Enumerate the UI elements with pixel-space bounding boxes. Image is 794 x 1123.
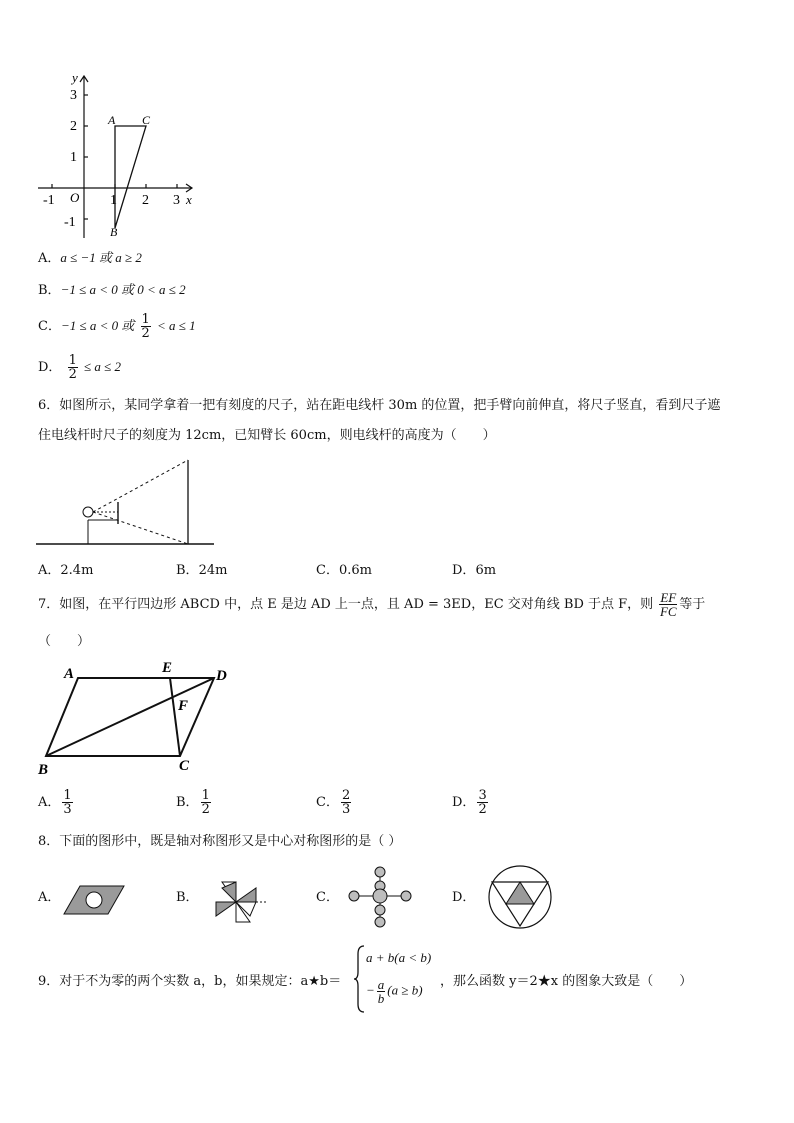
q8-option-d-label[interactable]: D． [452, 890, 476, 905]
q6-option-a[interactable]: A．2.4m [38, 563, 94, 578]
q9-stem-pre: 9．对于不为零的两个实数 a，b，如果规定：a★b＝ [38, 974, 342, 989]
q5-option-a[interactable]: A．a ≤ −1 或 a ≥ 2 [38, 250, 142, 266]
vertex-b-label: B [38, 762, 49, 778]
q7-option-a[interactable]: A． $\frac{1}{3}$ [38, 788, 72, 817]
q5-option-b[interactable]: B．−1 ≤ a < 0 或 0 < a ≤ 2 [38, 282, 186, 298]
piecewise-brace-icon [354, 944, 366, 1014]
fraction: $\frac{1}{2}$ [141, 312, 150, 341]
x-tick-2: 2 [142, 193, 149, 208]
q6-pole-figure [36, 458, 220, 550]
y-tick-1: 1 [70, 150, 77, 165]
x-tick-neg1: -1 [43, 193, 55, 208]
vertex-a-label: A [64, 666, 75, 682]
fraction: $\frac{1}{2}$ [68, 353, 77, 382]
q7-option-d[interactable]: D． $\frac{3}{2}$ [452, 788, 487, 817]
q5-coordinate-graph [34, 70, 204, 240]
circle-triangle-icon [484, 864, 556, 930]
q7-parallelogram-figure [34, 658, 234, 778]
x-axis-label: x [186, 192, 192, 207]
q7-stem-line1: 7．如图，在平行四边形 ABCD 中，点 E 是边 AD 上一点，且 AD = 3ED，EC 交对角线 BD 于点 F，则 $\frac{EF}{FC}$ 等于 [38, 590, 706, 619]
x-tick-3: 3 [173, 193, 180, 208]
pinwheel-icon [204, 876, 268, 928]
parallelogram-with-hole-icon [62, 884, 126, 916]
q9-stem-post: ，那么函数 y＝2★x 的图象大致是（ ） [440, 974, 693, 989]
q6-stem-line1: 6．如图所示，某同学拿着一把有刻度的尺子，站在距电线杆 30m 的位置，把手臂向前伸直，将尺子竖直，看到尺子遮 [38, 398, 721, 413]
point-b-label: B [110, 225, 118, 239]
q5-option-c[interactable]: C．−1 ≤ a < 0 或 $\frac{1}{2}$ < a ≤ 1 [38, 312, 196, 341]
q6-stem-line2: 住电线杆时尺子的刻度为 12cm，已知臂长 60cm，则电线杆的高度为（ ） [38, 428, 496, 443]
q8-stem: 8．下面的图形中，既是轴对称图形又是中心对称图形的是（ ） [38, 834, 402, 849]
q6-option-d[interactable]: D．6m [452, 563, 497, 578]
vertex-e-label: E [162, 660, 173, 676]
y-tick-2: 2 [70, 119, 77, 134]
vertex-f-label: F [178, 698, 189, 714]
q6-option-b[interactable]: B．24m [176, 563, 228, 578]
q8-option-b-label[interactable]: B． [176, 890, 199, 905]
ef-fc-fraction: $\frac{EF}{FC}$ [659, 590, 677, 619]
q7-stem-line2: （ ） [38, 634, 91, 649]
point-c-label: C [142, 113, 151, 127]
q5-option-d[interactable]: D． $\frac{1}{2}$ ≤ a ≤ 2 [38, 353, 122, 382]
x-tick-1: 1 [110, 193, 117, 208]
q7-option-c[interactable]: C． $\frac{2}{3}$ [316, 788, 351, 817]
y-axis-label: y [72, 70, 78, 85]
q9-case1: a + b(a < b) [366, 950, 432, 965]
vertex-d-label: D [216, 668, 227, 684]
q8-option-a-label[interactable]: A． [38, 890, 61, 905]
origin-label: O [70, 190, 80, 205]
vertex-c-label: C [179, 758, 190, 774]
y-tick-3: 3 [70, 88, 77, 103]
q7-option-b[interactable]: B． $\frac{1}{2}$ [176, 788, 210, 817]
q9-case2: − $\frac{a}{b}$ (a ≥ b) [366, 977, 423, 1006]
point-a-label: A [108, 113, 116, 127]
q6-option-c[interactable]: C．0.6m [316, 563, 372, 578]
y-tick-neg1: -1 [64, 215, 76, 230]
cross-circles-icon [346, 864, 416, 930]
q8-option-c-label[interactable]: C． [316, 890, 339, 905]
